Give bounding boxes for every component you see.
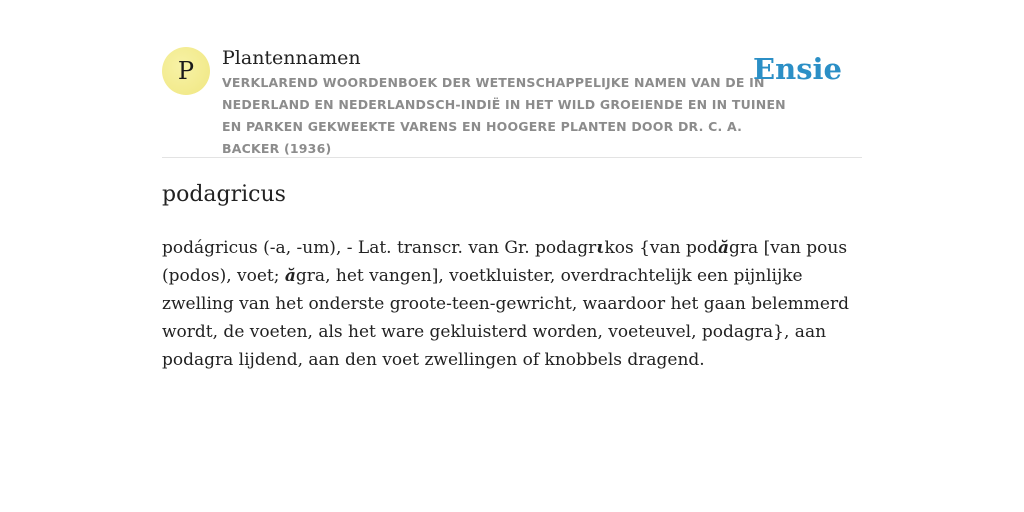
definition-text-3: gra [van pous (podos), voet; [162,238,848,286]
source-title[interactable]: Plantennamen [222,47,361,69]
source-header [162,44,862,157]
definition-greek-alpha-2: ă [284,266,296,286]
brand-logo-link[interactable]: Ensie [753,52,842,86]
definition-text-1: podágricus (-a, -um), - Lat. transcr. van Gr. podagr [162,238,597,258]
definition-greek-alpha-1: ă [718,238,730,258]
source-subtitle: VERKLAREND WOORDENBOEK DER WETENSCHAPPELIJKE NAMEN VAN DE IN NEDERLAND EN NEDERLANDSCH-INDIË IN HET WILD GROEIENDE EN IN TUINEN EN PARKEN GEKWEEKTE VARENS EN HOOGERE PLANTEN DOOR DR. C. A. BACKER (1936) [222,75,786,156]
definition-greek-iota: ι [596,238,605,258]
definition-text-2: kos {van pod [604,238,719,258]
source-logo-letter: P [177,57,195,85]
definition-text-4: gra, het vangen], voetkluister, overdrachtelijk een pijnlijke zwelling van het onderste groote-teen-gewricht, waardoor het gaan belemmerd wordt, de voeten, als het ware gekluisterd worden, voeteuvel, podagra}, aan podagra lijdend, aan den voet zwellingen of knobbels dragend. [162,266,849,370]
entry-headword: podagricus [162,182,286,207]
header-divider [162,157,862,158]
entry-definition [162,234,862,374]
source-logo[interactable] [162,47,210,95]
